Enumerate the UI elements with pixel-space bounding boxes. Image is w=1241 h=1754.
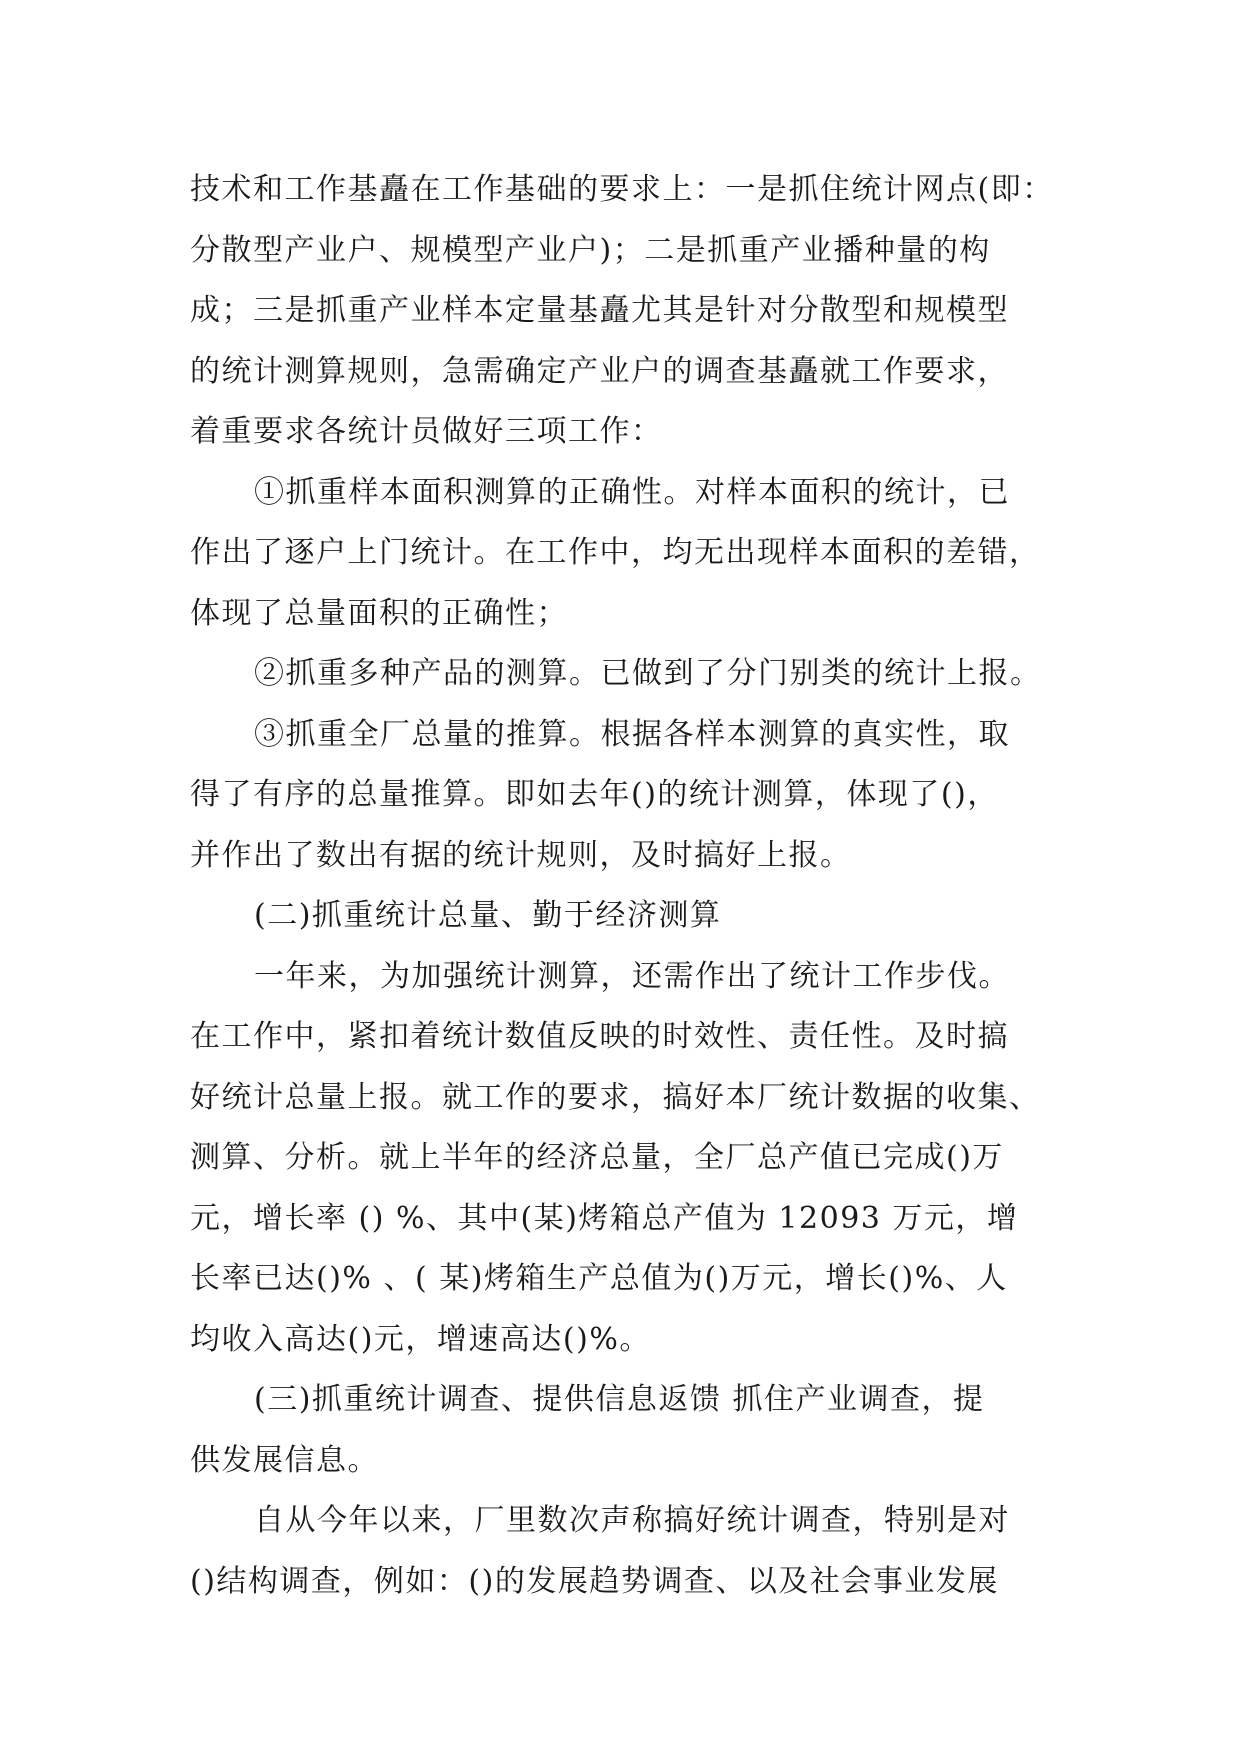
text-line: 得了有序的总量推算。即如去年()的统计测算，体现了()，: [190, 777, 999, 812]
document-body: [190, 160, 1080, 1612]
text-line: ③抓重全厂总量的推算。根据各样本测算的真实性，取: [254, 716, 1010, 752]
text-line: 作出了逐户上门统计。在工作中，均无出现样本面积的差错，: [190, 535, 1041, 570]
text-line: 好统计总量上报。就工作的要求，搞好本厂统计数据的收集、: [190, 1079, 1041, 1115]
text-line: 并作出了数出有据的统计规则，及时搞好上报。: [190, 837, 852, 873]
text-line: ①抓重样本面积测算的正确性。对样本面积的统计，已: [254, 474, 1010, 510]
text-line: 体现了总量面积的正确性；: [190, 595, 568, 631]
text-line: 成；三是抓重产业样本定量基矗尤其是针对分散型和规模型: [190, 293, 1009, 328]
text-line: 长率已达()% 、( 某)烤箱生产总值为()万元，增长()%、人: [190, 1261, 1008, 1296]
text-line: 分散型产业户、规模型产业户)；二是抓重产业播种量的构: [190, 232, 991, 268]
text-line: 的统计测算规则，急需确定产业户的调查基矗就工作要求，: [190, 353, 1009, 389]
text-line: (三)抓重统计调查、提供信息返馈 抓住产业调查，提: [254, 1382, 985, 1417]
text-line: 一年来，为加强统计测算，还需作出了统计工作步伐。: [254, 958, 1010, 994]
text-line: (二)抓重统计总量、勤于经济测算: [254, 898, 722, 933]
text-line: 均收入高达()元，增速高达()%。: [190, 1321, 651, 1357]
text-line: 技术和工作基矗在工作基础的要求上：一是抓住统计网点(即：: [190, 172, 1054, 207]
text-line: 供发展信息。: [190, 1442, 379, 1478]
text-line: ②抓重多种产品的测算。已做到了分门别类的统计上报。: [254, 656, 1042, 691]
text-line: 测算、分析。就上半年的经济总量，全厂总产值已完成()万: [190, 1140, 1004, 1175]
text-line: ()结构调查，例如：()的发展趋势调查、以及社会事业发展: [190, 1563, 999, 1599]
text-line: 自从今年以来，厂里数次声称搞好统计调查，特别是对: [254, 1503, 1010, 1538]
text-line: 着重要求各统计员做好三项工作：: [190, 414, 663, 449]
text-line: 在工作中，紧扣着统计数值反映的时效性、责任性。及时搞: [190, 1019, 1009, 1054]
text-line: 元，增长率 () %、其中(某)烤箱总产值为 12093 万元，增: [190, 1200, 1019, 1236]
